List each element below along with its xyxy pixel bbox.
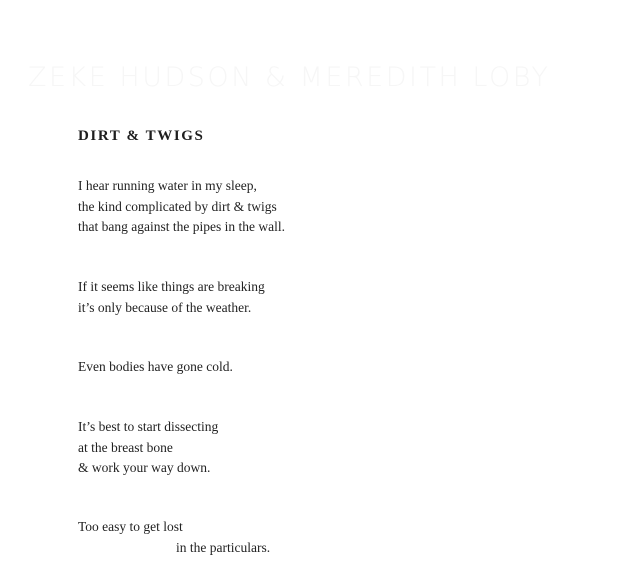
stanza-4	[78, 417, 218, 479]
stanza-3	[78, 357, 233, 378]
poem-line: Even bodies have gone cold.	[78, 359, 233, 374]
stanza-2	[78, 277, 265, 318]
poem-title: DIRT & TWIGS	[78, 128, 205, 144]
poem-line: that bang against the pipes in the wall.	[78, 219, 285, 234]
poem-line: It’s best to start dissecting	[78, 419, 219, 434]
stanza-5	[78, 517, 270, 558]
poem-line-indented: in the particulars.	[176, 539, 271, 555]
poem-line: the kind complicated by dirt & twigs	[78, 198, 277, 214]
authors-banner: ZEKE HUDSON & MEREDITH LOBY	[28, 62, 551, 93]
poem-line: I hear running water in my sleep,	[78, 178, 257, 193]
stanza-1	[78, 176, 285, 238]
poem-line: at the breast bone	[78, 439, 173, 455]
poem-line: & work your way down.	[78, 460, 211, 475]
poem-line: it’s only because of the weather.	[78, 299, 252, 315]
poem-line: If it seems like things are breaking	[78, 279, 265, 294]
poem-line: Too easy to get lost	[78, 519, 183, 534]
